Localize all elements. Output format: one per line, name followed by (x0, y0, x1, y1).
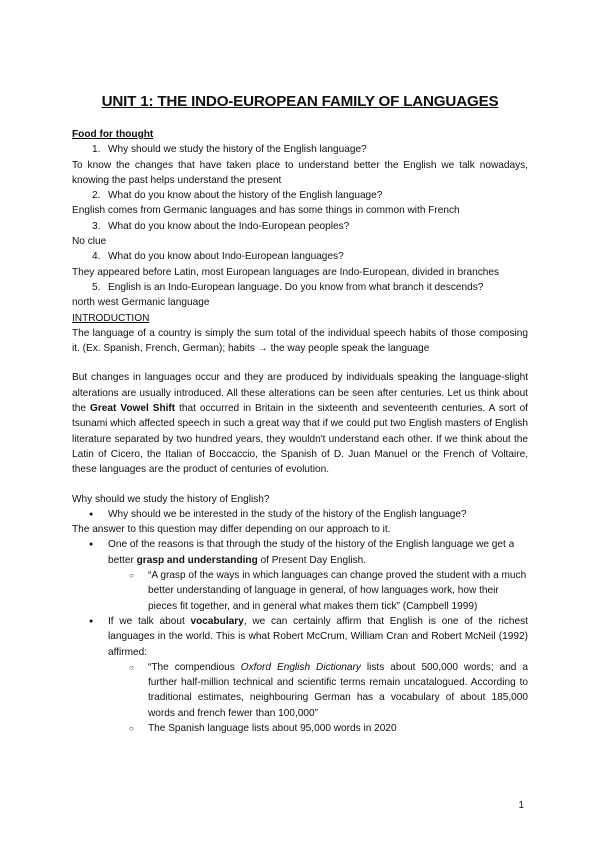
page-number: 1 (518, 800, 524, 811)
why-bullet: ● Why should we be interested in the study of the history of the English language? (72, 507, 528, 522)
answer-1: To know the changes that have taken place to understand better the English we talk nowadays, knowing the past helps understand the present (72, 159, 528, 186)
intro-paragraph: The language of a country is simply the sum total of the individual speech habits of those composing it. (Ex. Spanish, French, German); habits → the way people speak the language (72, 327, 528, 355)
document-page (72, 92, 528, 736)
question-text: English is an Indo-European language. Do you know from what branch it descends? (108, 281, 484, 293)
spanish-words-line: ○ The Spanish language lists about 95,000 words in 2020 (72, 721, 528, 736)
vocabulary-term: vocabulary (190, 615, 244, 627)
question-text: Why should we study the history of the English language? (108, 144, 367, 156)
question-number: 5. (92, 281, 101, 293)
question-text: What do you know about Indo-European languages? (108, 251, 344, 263)
answer-4: They appeared before Latin, most European languages are Indo-European, divided in branches (72, 266, 500, 278)
question-number: 1. (92, 144, 101, 156)
food-heading: Food for thought (72, 129, 154, 140)
answer-5: north west Germanic language (72, 297, 210, 309)
question-text: What do you know about the Indo-European peoples? (108, 220, 350, 232)
question-number: 3. (92, 220, 101, 232)
introduction-heading: INTRODUCTION (72, 312, 150, 324)
campbell-quote: ○ “A grasp of the ways in which languages can change proved the student with a much better understanding of language in general, of how languages work, how their pieces fit together, and in general what makes them tick” (Campbell 1999) (72, 568, 528, 614)
answer-line: The answer to this question may differ depending on our approach to it. (72, 524, 391, 536)
great-vowel-shift-term: Great Vowel Shift (90, 403, 176, 415)
answer-2: English comes from Germanic languages and has some things in common with French (72, 205, 460, 217)
reasons-list (72, 537, 528, 736)
answer-3: No clue (72, 236, 107, 248)
grasp-term: grasp and understanding (136, 554, 258, 566)
question-4 (72, 249, 528, 264)
why-heading: Why should we study the history of English? (72, 493, 270, 505)
page-title: UNIT 1: THE INDO-EUROPEAN FAMILY OF LANGUAGES (101, 93, 499, 110)
grasp-bullet: ● One of the reasons is that through the study of the history of the English language we get a better grasp and understanding of Present Day English. (72, 537, 528, 568)
question-3 (72, 219, 528, 234)
question-1 (72, 142, 528, 157)
question-text: What do you know about the history of the English language? (108, 190, 383, 202)
vowel-shift-paragraph: But changes in languages occur and they are produced by individuals speaking the language-slight alterations are usually introduced. All these alterations can be seen after centuries. Let us think about the Great Vowel Shift that occurred in Britain in the sixteenth and seventeenth centuries. A sort of tsunami which affected speech in such a great way that if we could put two English masters of English literature separated by two hundred years, they wouldn't understand each other. If we think about the Latin of Cicero, the Italian of Boccaccio, the Spanish of D. Juan Manuel or the French of Voltaire, these languages are the product of centuries of evolution. (72, 372, 528, 476)
vocabulary-bullet: ● If we talk about vocabulary, we can certainly affirm that English is one of the richest languages in the world. This is what Robert McCrum, William Cran and Robert McNeil (1992) affirmed: (72, 614, 528, 660)
question-5 (72, 280, 528, 295)
oed-title: Oxford English Dictionary (240, 661, 361, 673)
question-number: 4. (92, 251, 101, 263)
question-2 (72, 188, 528, 203)
oed-quote: ○ “The compendious Oxford English Dictionary lists about 500,000 words; and a further half-million technical and scientific terms remain uncatalogued. According to traditional estimates, neighbouring German has a vocabulary of about 185,000 words and french fewer than 100,000” (72, 660, 528, 721)
question-number: 2. (92, 190, 101, 202)
why-list (72, 507, 528, 522)
